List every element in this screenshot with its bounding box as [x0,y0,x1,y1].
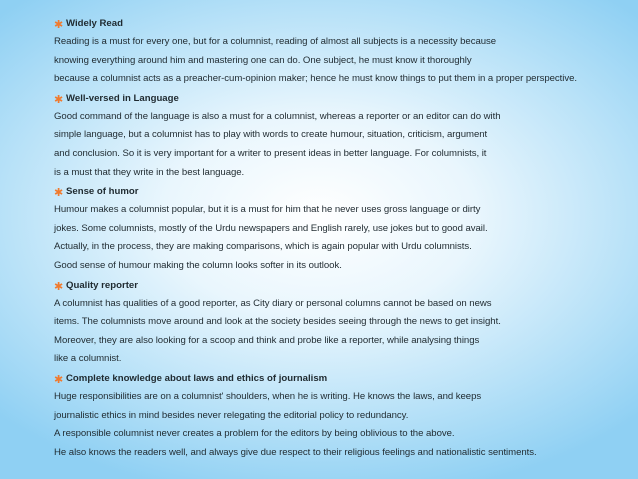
asterisk-bullet-icon: ✱ [54,280,64,293]
section-well-versed-in-language [54,90,614,182]
section-heading [54,183,614,201]
body-line: journalistic ethics in mind besides never relegating the editorial policy to redundancy. [54,409,409,421]
section-heading [54,90,614,108]
body-line: Actually, in the process, they are making comparisons, which is again popular with Urdu columnists. [54,241,472,253]
heading-text: Well-versed in Language [66,92,179,104]
body-line: A columnist has qualities of a good reporter, as City diary or personal columns cannot be based on news [54,297,492,309]
body-line: like a columnist. [54,353,122,365]
body-line: simple language, but a columnist has to play with words to create humour, situation, criticism, argument [54,129,488,141]
body-line: jokes. Some columnists, mostly of the Urdu newspapers and English rarely, use jokes but to good avail. [54,222,488,234]
heading-text: Quality reporter [66,279,138,291]
body-line: Reading is a must for every one, but for a columnist, reading of almost all subjects is a necessity because [54,36,497,47]
body-line: knowing everything around him and mastering one can do. One subject, he must know it thoroughly [54,54,472,66]
heading-text: Sense of humor [66,186,139,198]
body-line: and conclusion. So it is very important for a writer to present ideas in better language. For columnists, it [54,147,487,159]
section-heading [54,15,614,33]
asterisk-bullet-icon: ✱ [54,187,64,200]
section-widely-read [54,15,614,89]
body-line: A responsible columnist never creates a problem for the editors by being oblivious to the above. [54,428,455,440]
asterisk-bullet-icon: ✱ [54,373,64,386]
body-line: items. The columnists move around and look at the society besides seeing through the news to get insight. [54,316,501,328]
asterisk-bullet-icon: ✱ [54,93,64,106]
asterisk-bullet-icon: ✱ [54,19,64,31]
body-line: He also knows the readers well, and always give due respect to their religious feelings and nationalistic sentiments. [54,446,537,458]
body-line: Huge responsibilities are on a columnist' shoulders, when he is writing. He knows the laws, and keeps [54,390,482,402]
section-quality-reporter [54,277,614,369]
body-line: Good sense of humour making the column looks softer in its outlook. [54,259,342,271]
body-line: Humour makes a columnist popular, but it is a must for him that he never uses gross language or dirty [54,204,481,216]
section-laws-and-ethics [54,370,614,462]
body-line: Good command of the language is also a must for a columnist, whereas a reporter or an editor can do with [54,110,501,122]
heading-text: Widely Read [66,18,123,29]
body-line: Moreover, they are also looking for a scoop and think and probe like a reporter, while analysing things [54,334,480,346]
heading-text: Complete knowledge about laws and ethics of journalism [66,372,328,384]
section-sense-of-humor [54,183,614,275]
slide-content [54,14,614,462]
body-line: is a must that they write in the best language. [54,166,245,178]
body-line: because a columnist acts as a preacher-cum-opinion maker; hence he must know things to put them in a proper perspective. [54,73,577,85]
section-heading [54,370,614,388]
section-heading [54,277,614,295]
